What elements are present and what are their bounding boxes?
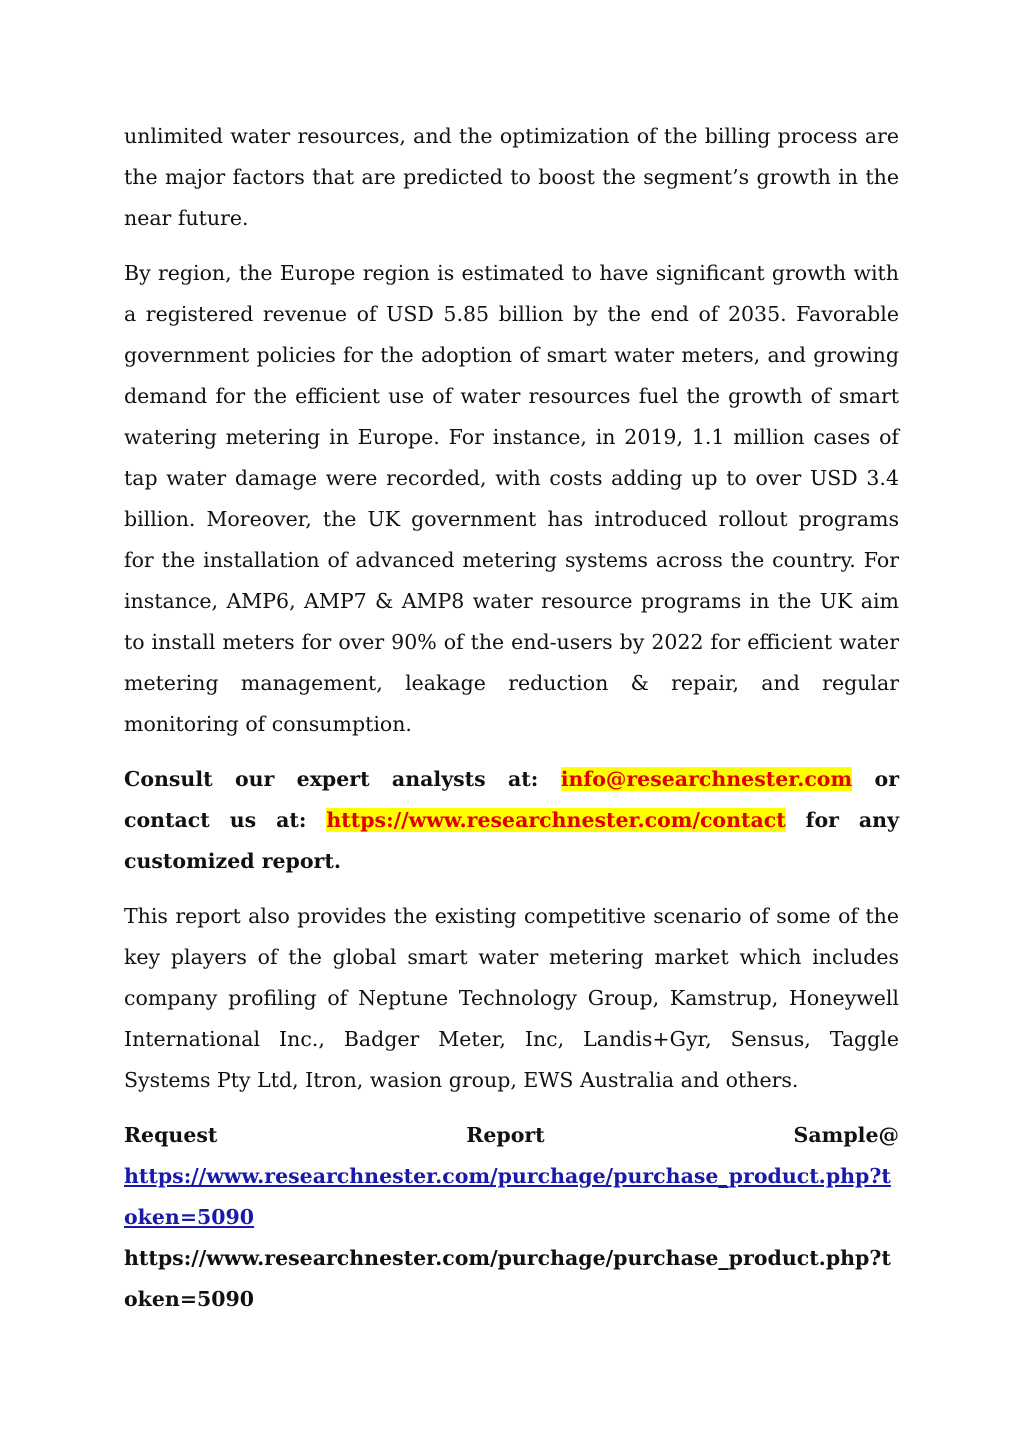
consult-prefix: Consult our expert analysts at: (124, 767, 539, 791)
request-sample-url-text: https://www.researchnester.com/purchage/purchase_product.php?token=5090 (124, 1246, 891, 1311)
paragraph-billing: unlimited water resources, and the optimization of the billing process are the major factors that are predicted to boost the segment’s growth in the near future. (124, 124, 899, 230)
sample-word: Sample@ (793, 1123, 899, 1147)
consult-middle: or contact us at: (124, 767, 900, 832)
contact-link[interactable]: https://www.researchnester.com/contact (326, 808, 786, 832)
request-word: Request (124, 1123, 218, 1147)
paragraph-europe-region: By region, the Europe region is estimated to have significant growth with a registered revenue of USD 5.85 billion by the end of 2035. Favorable government policies for the adoption of smart water meters, and growing demand for the efficient use of water resources fuel the growth of smart watering metering in Europe. For instance, in 2019, 1.1 million cases of tap water damage were recorded, with costs adding up to over USD 3.4 billion. Moreover, the UK government has introduced rollout programs for the installation of advanced metering systems across the country. For instance, AMP6, AMP7 & AMP8 water resource programs in the UK aim to install meters for over 90% of the end-users by 2022 for efficient water metering management, leakage reduction & repair, and regular monitoring of consumption. (124, 261, 899, 736)
report-word: Report (466, 1123, 545, 1147)
request-sample-link[interactable]: https://www.researchnester.com/purchage/purchase_product.php?token=5090 (124, 1164, 891, 1229)
email-link[interactable]: info@researchnester.com (560, 767, 853, 791)
paragraph-key-players: This report also provides the existing competitive scenario of some of the key players of the global smart water metering market which includes company profiling of Neptune Technology Group, Kamstrup, Honeywell International Inc., Badger Meter, Inc, Landis+Gyr, Sensus, Taggle Systems Pty Ltd, Itron, wasion group, EWS Australia and others. (124, 904, 899, 1092)
document-page (124, 116, 899, 1320)
consult-suffix: for any customized report. (124, 808, 899, 873)
consult-paragraph (124, 759, 899, 882)
request-sample-heading (124, 1115, 899, 1156)
